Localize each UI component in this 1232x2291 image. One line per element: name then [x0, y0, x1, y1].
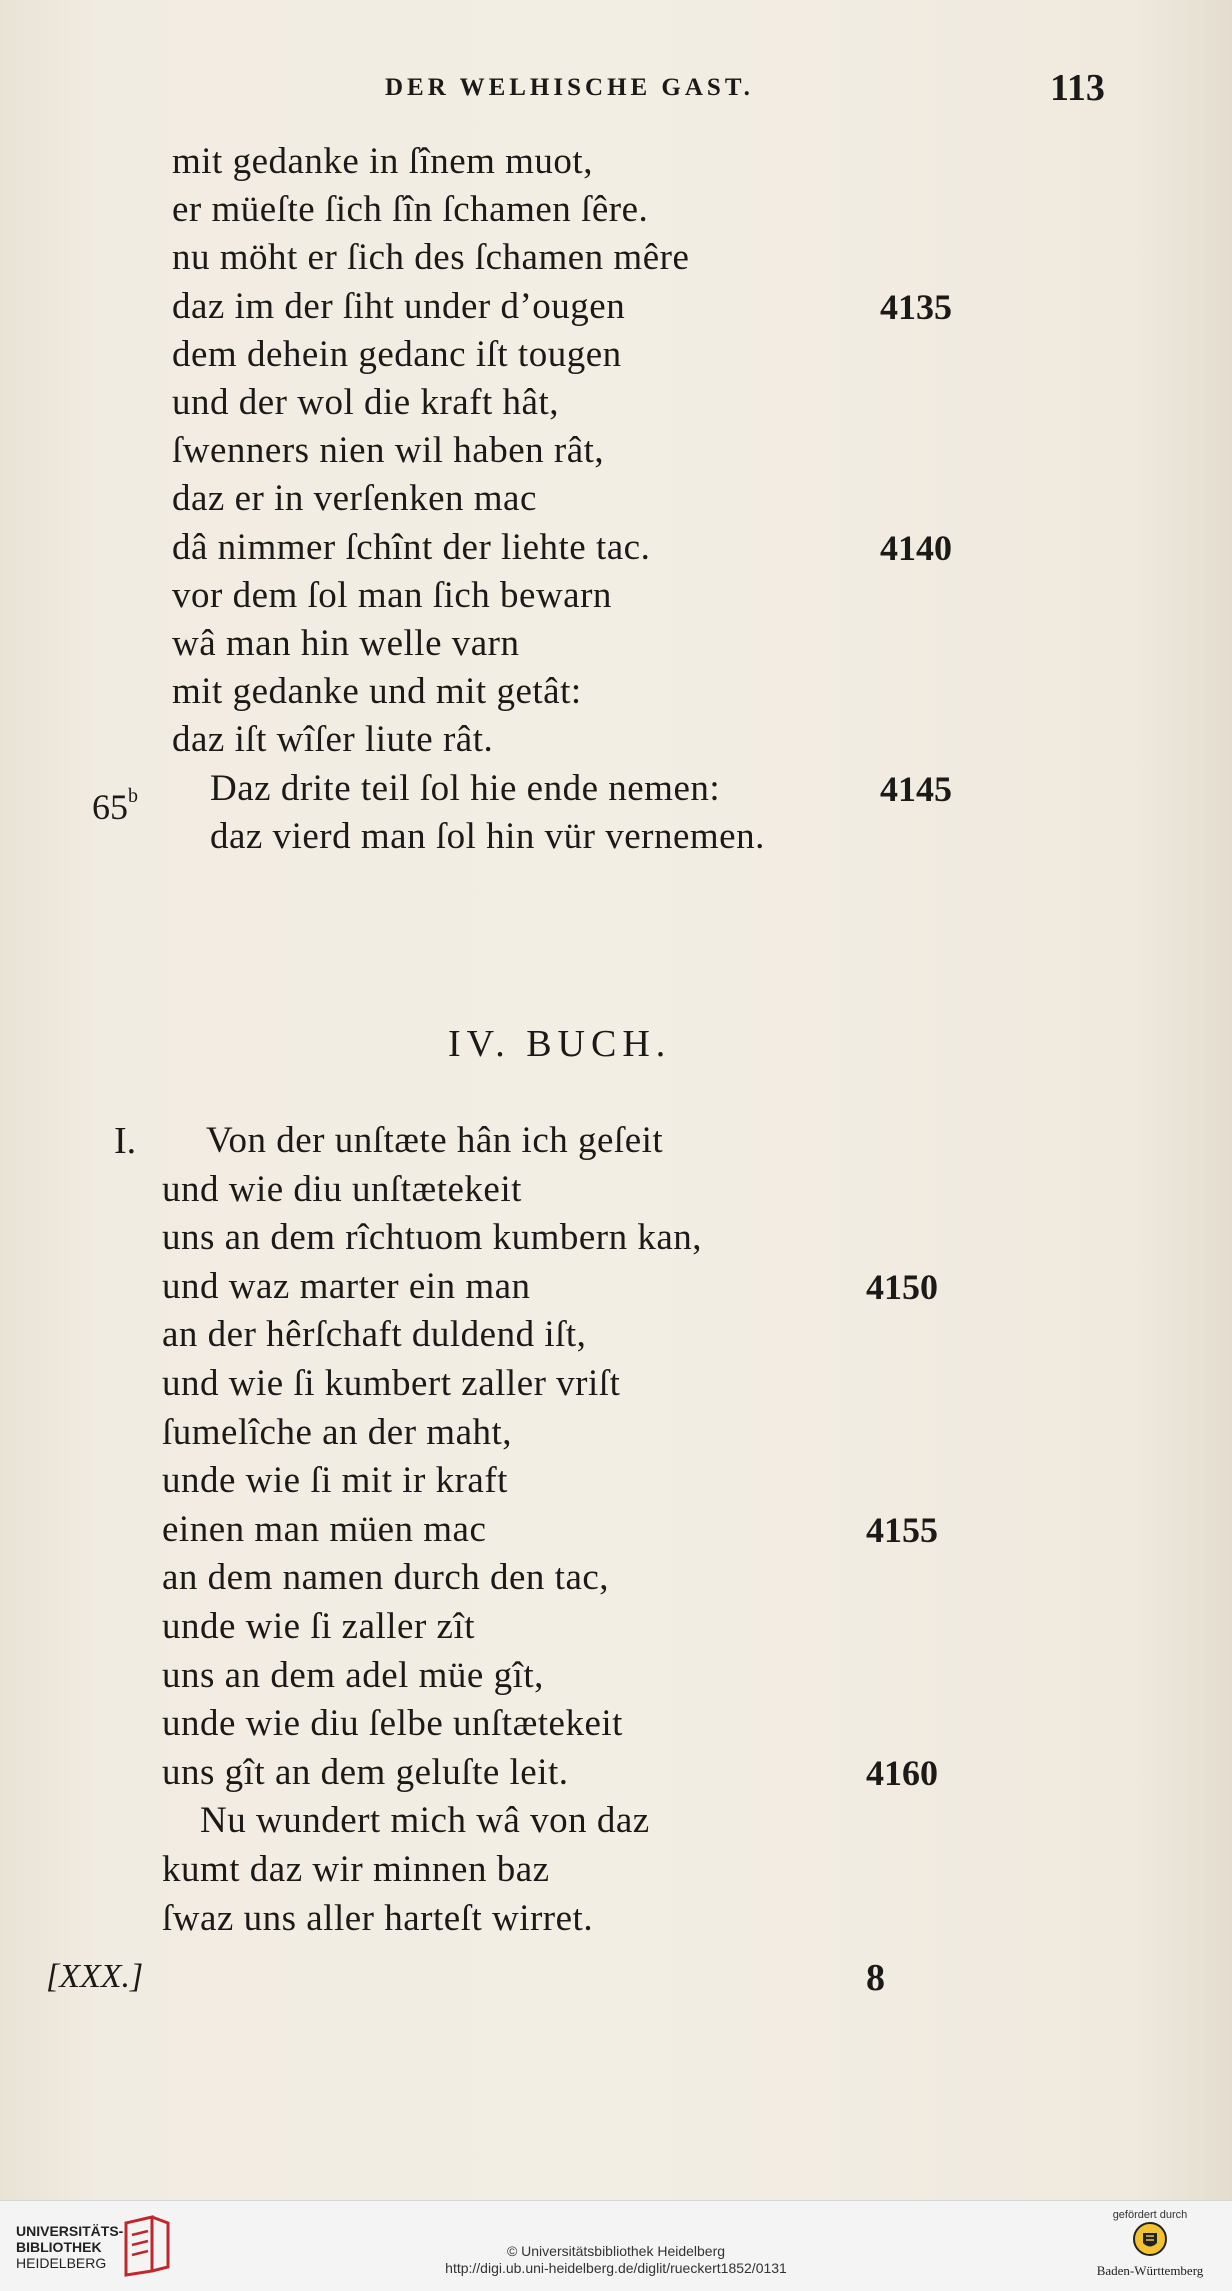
verse-line: und wie diu unſtætekeit	[162, 1168, 522, 1210]
verse-line: ſwenners nien wil haben rât,	[172, 430, 605, 472]
verse-line: daz iſt wîſer liute rât.	[172, 719, 494, 761]
verse-line: dem dehein gedanc iſt tougen	[172, 333, 622, 375]
page-number: 113	[1050, 67, 1105, 109]
margin-note-sup: b	[128, 785, 138, 807]
line-number: 4150	[866, 1266, 938, 1307]
verse-line: Daz drite teil ſol hie ende nemen:	[210, 767, 721, 809]
line-number: 4155	[866, 1509, 938, 1550]
library-line-1: UNIVERSITÄTS-	[16, 2223, 124, 2239]
verse-line: und wie ſi kumbert zaller vriſt	[162, 1363, 621, 1404]
verse-line: wâ man hin welle varn	[172, 623, 520, 664]
footer-bar	[0, 2200, 1232, 2291]
verse-line: uns an dem adel müe gît,	[162, 1654, 544, 1696]
copyright-block	[0, 2243, 1232, 2277]
line-number: 4145	[880, 768, 952, 809]
library-line-3: HEIDELBERG	[16, 2255, 107, 2271]
running-head	[0, 67, 1232, 110]
verse-line: und waz marter ein man	[162, 1265, 531, 1307]
verse-line: daz im der ſiht under d’ougen	[172, 285, 626, 327]
verse-line: ſumelîche an der maht,	[162, 1411, 513, 1453]
verse-line: dâ nimmer ſchînt der liehte tac.	[172, 526, 651, 568]
signature-mark: [XXX.]	[46, 1958, 144, 1995]
verse-line: daz er in verſenken mac	[172, 478, 537, 520]
verse-line: an dem namen durch den tac,	[162, 1557, 610, 1599]
verse-line: er müeſte ſich ſîn ſchamen ſêre.	[172, 189, 649, 231]
sponsor-label: gefördert durch	[1112, 2209, 1188, 2221]
verse-line: Nu wundert mich wâ von daz	[200, 1800, 650, 1842]
subsection-marker: I.	[114, 1120, 137, 1162]
line-number: 4140	[880, 527, 952, 568]
margin-note-text: 65	[92, 787, 128, 827]
sheet-number: 8	[866, 1957, 885, 1999]
verse-line: mit gedanke und mit getât:	[172, 671, 582, 713]
section-title: IV. BUCH.	[448, 1023, 672, 1065]
verse-line: mit gedanke in ſînem muot,	[172, 141, 593, 182]
verse-line: daz vierd man ſol hin vür vernemen.	[210, 815, 765, 857]
verse-line: einen man müen mac	[162, 1508, 487, 1550]
copyright-text: © Universitätsbibliothek Heidelberg	[506, 2243, 726, 2259]
library-line-2: BIBLIOTHEK	[16, 2239, 102, 2255]
verse-line: uns gît an dem geluſte leit.	[162, 1751, 569, 1793]
verse-line: Von der unſtæte hân ich geſeit	[206, 1120, 664, 1161]
verse-line: kumt daz wir minnen baz	[162, 1849, 550, 1890]
verse-line: unde wie diu ſelbe unſtætekeit	[162, 1703, 623, 1745]
line-number: 4135	[880, 286, 952, 327]
verse-line: unde wie ſi zaller zît	[162, 1606, 476, 1647]
state-coat-of-arms-icon	[1132, 2221, 1168, 2257]
sponsor-block[interactable]	[1080, 2209, 1220, 2279]
permalink-url[interactable]: http://digi.ub.uni-heidelberg.de/diglit/rueckert1852/0131	[445, 2260, 787, 2276]
verse-line: nu möht er ſich des ſchamen mêre	[172, 237, 690, 279]
margin-folio-note	[92, 776, 138, 827]
verse-line: an der hêrſchaft duldend iſt,	[162, 1314, 587, 1356]
sponsor-name: Baden-Württemberg	[1096, 2263, 1204, 2278]
line-number: 4160	[866, 1752, 938, 1793]
running-title: DER WELHISCHE GAST.	[385, 74, 754, 101]
verse-line: vor dem ſol man ſich bewarn	[172, 574, 612, 616]
verse-line: unde wie ſi mit ir kraft	[162, 1460, 508, 1502]
verse-line: und der wol die kraft hât,	[172, 382, 559, 423]
verse-line: uns an dem rîchtuom kumbern kan,	[162, 1217, 703, 1259]
verse-line: ſwaz uns aller harteſt wirret.	[162, 1897, 594, 1939]
